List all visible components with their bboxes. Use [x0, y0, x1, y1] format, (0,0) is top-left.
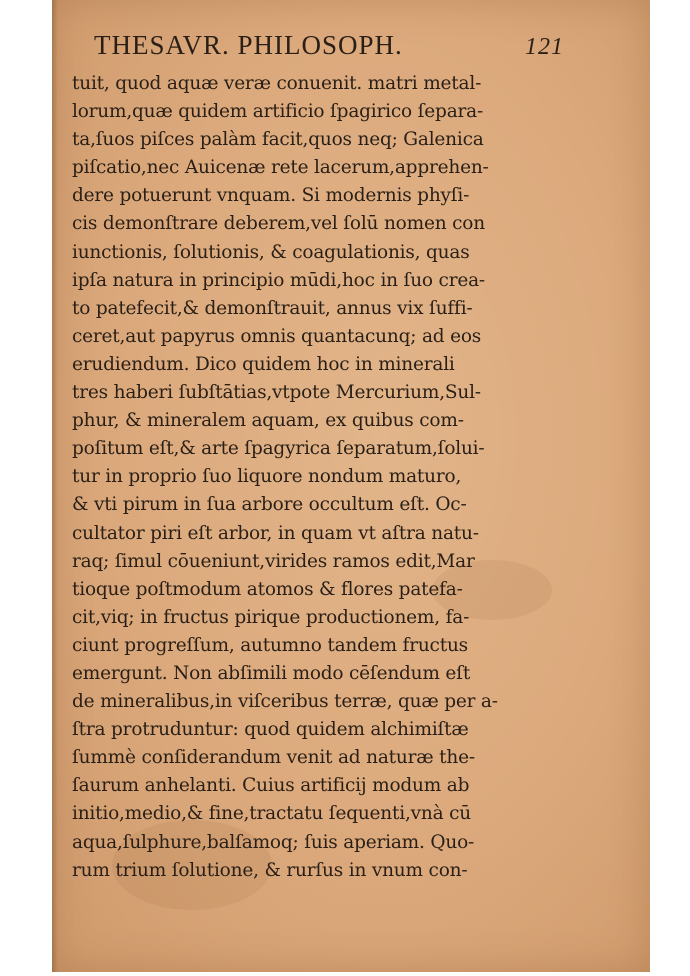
- text-line: emergunt. Non abſimili modo cēſendum eſt: [72, 662, 471, 684]
- text-line: ciunt progreſſum, autumno tandem fructus: [72, 634, 468, 656]
- text-line: tuit, quod aquæ veræ conuenit. matri metal-: [72, 73, 482, 94]
- text-line: piſcatio,nec Auicenæ rete lacerum,apprehen-: [72, 157, 489, 179]
- text-line: ceret,aut papyrus omnis quantacunq; ad eos: [72, 325, 482, 347]
- text-line: ſummè conſiderandum venit ad naturæ the-: [72, 747, 475, 769]
- page-edge-shadow: [52, 0, 58, 972]
- page-number: 121: [525, 34, 564, 60]
- text-line: de mineralibus,in viſceribus terræ, quæ per a-: [72, 691, 498, 713]
- text-line: cultator piri eſt arbor, in quam vt aſtra natu-: [72, 522, 479, 544]
- text-line: initio,medio,& fine,tractatu ſequenti,vnà cū: [72, 803, 472, 825]
- text-line: phur, & mineralem aquam, ex quibus com-: [72, 410, 464, 432]
- text-line: tioque poſtmodum atomos & flores patefa-: [72, 578, 463, 600]
- text-line: to patefecit,& demonſtrauit, annus vix ſuffi-: [72, 297, 473, 319]
- text-line: ſaurum anhelanti. Cuius artificij modum ab: [72, 775, 470, 797]
- text-line: iunctionis, ſolutionis, & coagulationis, quas: [72, 241, 470, 263]
- text-line: cis demonſtrare deberem,vel ſolū nomen con: [72, 213, 485, 235]
- running-title: THESAVR. PHILOSOPH.: [94, 30, 403, 60]
- text-line: lorum,quæ quidem artificio ſpagirico ſepara-: [72, 101, 484, 123]
- text-line: & vti pirum in ſua arbore occultum eſt. Oc-: [72, 494, 467, 516]
- text-line: ta,ſuos piſces palàm facit,quos neq; Galenica: [72, 129, 484, 151]
- text-line: rum trium ſolutione, & rurſus in vnum con-: [72, 859, 468, 881]
- text-line: tres haberi ſubſtātias,vtpote Mercurium,Sul-: [72, 382, 481, 404]
- text-line: aqua,ſulphure,balſamoq; ſuis aperiam. Quo-: [72, 831, 475, 853]
- text-line: raq; ſimul cōueniunt,virides ramos edit,Mar: [72, 550, 475, 572]
- text-line: ſtra protruduntur: quod quidem alchimiſtæ: [72, 719, 469, 741]
- book-page: [52, 0, 650, 972]
- text-line: cit,viq; in fructus pirique productionem, fa-: [72, 606, 470, 628]
- text-line: erudiendum. Dico quidem hoc in minerali: [72, 353, 455, 375]
- text-line: poſitum eſt,& arte ſpagyrica ſeparatum,ſolui-: [72, 438, 485, 460]
- text-line: tur in proprio ſuo liquore nondum maturo,: [72, 466, 462, 488]
- running-header: [94, 30, 564, 61]
- text-line: dere potuerunt vnquam. Si modernis phyſi-: [72, 185, 470, 207]
- text-line: ipſa natura in principio mūdi,hoc in ſuo crea-: [72, 269, 485, 291]
- body-text: [72, 70, 527, 885]
